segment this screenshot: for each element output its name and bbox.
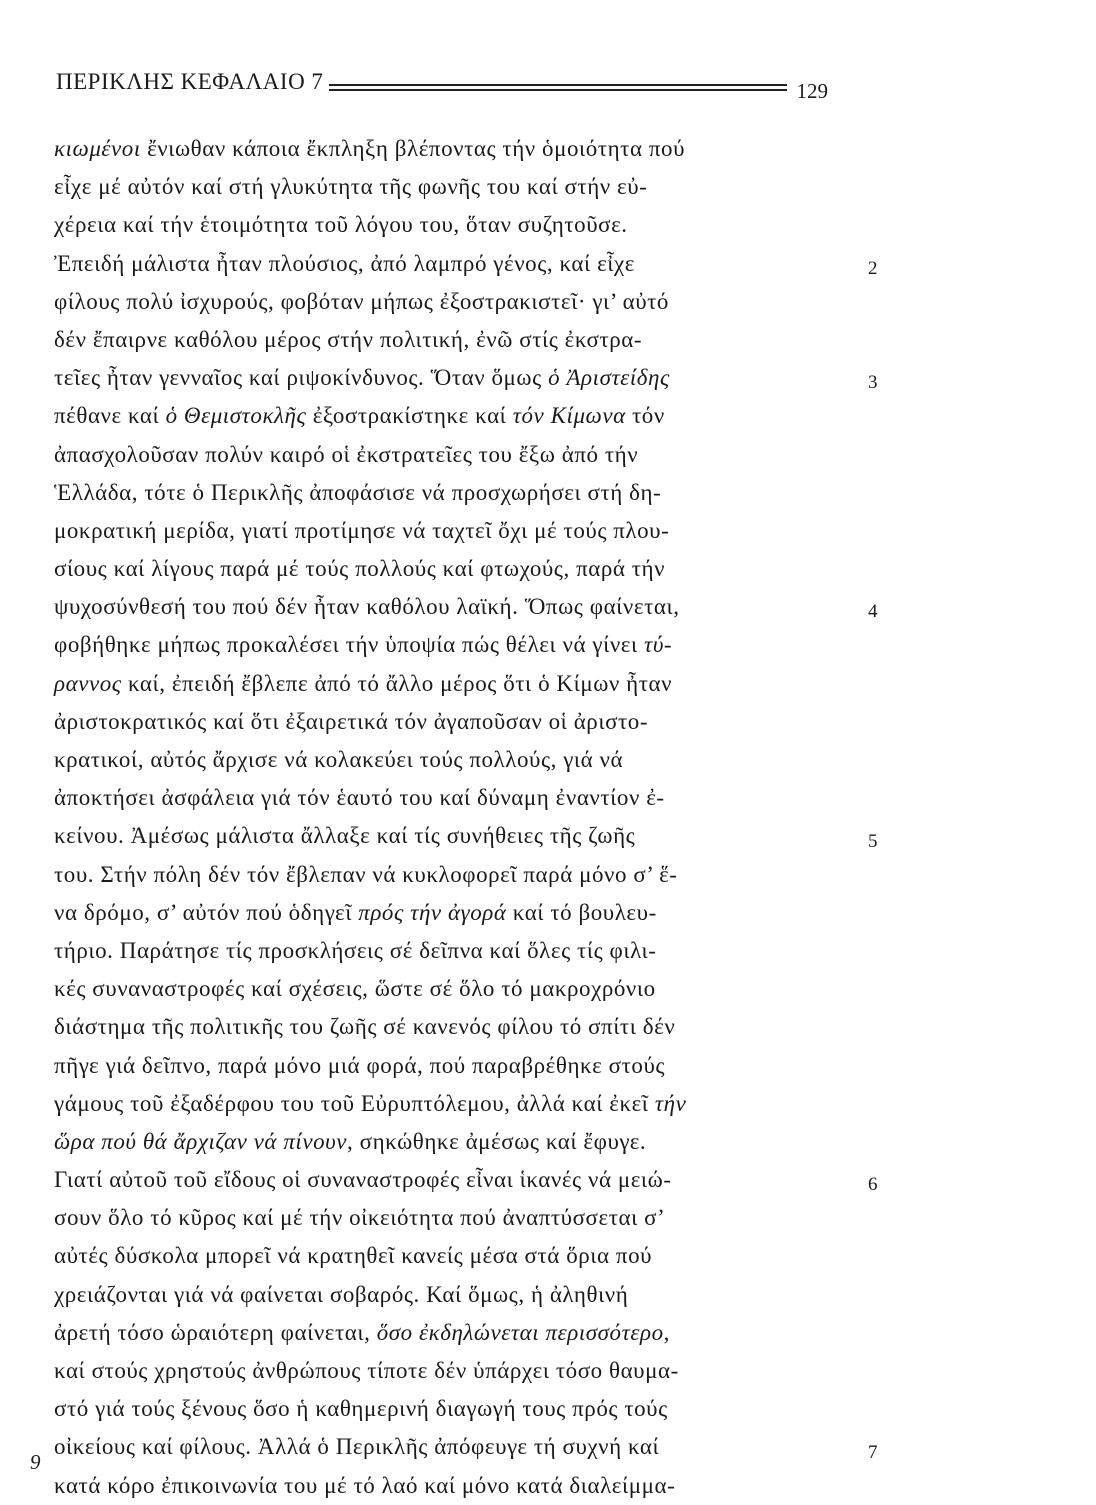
text-segment: διάστημα τῆς πολιτικῆς του ζωῆς σέ κανενός φίλου τό σπίτι δέν [54, 1014, 676, 1040]
text-line [54, 779, 844, 817]
text-line [54, 321, 844, 359]
text-segment: ἔνιωθαν κάποια ἔκπληξη βλέποντας τήν ὁμοιότητα πού [140, 136, 686, 161]
section-number: 6 [868, 1174, 878, 1196]
text-line [54, 512, 844, 550]
text-line [54, 206, 844, 244]
text-line [54, 932, 844, 970]
italic-text: τήν [654, 1090, 687, 1116]
text-segment: μοκρατική μερίδα, γιατί προτίμησε νά ταχτεῖ ὄχι μέ τούς πλου- [54, 517, 670, 543]
text-line [54, 894, 844, 932]
text-segment: γάμους τοῦ ἐξαδέρφου του τοῦ Εὐρυπτόλεμου, ἀλλά καί ἐκεῖ [54, 1090, 655, 1116]
running-head [56, 66, 828, 102]
italic-text: ὁ Ἀριστείδης [548, 365, 670, 391]
text-line [54, 1390, 844, 1428]
text-line [54, 1428, 844, 1466]
text-segment: φοβήθηκε μήπως προκαλέσει τήν ὑποψία πώς θέλει νά γίνει [54, 632, 645, 658]
text-line [54, 550, 844, 588]
text-segment: τεῖες ἦταν γενναῖος καί ριψοκίνδυνος. Ὅταν ὅμως [54, 365, 549, 391]
text-segment: εἶχε μέ αὐτόν καί στή γλυκύτητα τῆς φωνῆς του καί στήν εὐ- [54, 174, 648, 200]
text-segment: πῆγε γιά δεῖπνο, παρά μόνο μιά φορά, πού παραβρέθηκε στούς [54, 1052, 666, 1078]
text-segment: κατά κόρο ἐπικοινωνία του μέ τό λαό καί μόνο κατά διαλείμμα- [54, 1472, 676, 1498]
text-segment: κρατικοί, αὐτός ἄρχισε νά κολακεύει τούς πολλούς, γιά νά [54, 747, 624, 772]
text-line [54, 588, 844, 626]
section-number: 2 [868, 257, 878, 279]
text-segment: στό γιά τούς ξένους ὅσο ἡ καθημερινή διαγωγή τους πρός τούς [54, 1396, 668, 1422]
text-line [54, 1008, 844, 1046]
text-line [54, 283, 844, 321]
text-segment: πέθανε καί [54, 403, 166, 429]
body-text [54, 130, 844, 1505]
italic-text: ὅσο ἐκδηλώνεται περισσότερο [376, 1319, 664, 1345]
text-segment: ἀριστοκρατικός καί ὅτι ἐξαιρετικά τόν ἀγαποῦσαν οἱ ἀριστο- [54, 708, 649, 734]
text-line [54, 1199, 844, 1237]
text-line [54, 741, 844, 779]
text-segment: ἀπασχολοῦσαν πολύν καιρό οἱ ἐκστρατεῖες του ἔξω ἀπό τήν [54, 441, 639, 467]
section-number: 7 [868, 1441, 878, 1463]
text-line [54, 436, 844, 474]
text-line [54, 130, 844, 168]
text-segment: ἀποκτήσει ἀσφάλεια γιά τόν ἑαυτό του καί δύναμη ἐναντίον ἐ- [54, 785, 665, 811]
text-line [54, 1085, 844, 1123]
text-segment: οἰκείους καί φίλους. Ἀλλά ὁ Περικλῆς ἀπόφευγε τή συχνή καί [54, 1434, 660, 1460]
text-segment: να δρόμο, σ’ αὐτόν πού ὁδηγεῖ [54, 899, 359, 925]
text-segment: καί τό βουλευ- [506, 899, 657, 925]
text-segment: ἐξοστρακίστηκε καί [306, 403, 513, 429]
running-head-rule [329, 84, 786, 91]
text-segment: Ἑλλάδα, τότε ὁ Περικλῆς ἀποφάσισε νά προσχωρήσει στή δη- [54, 479, 662, 505]
text-line [54, 1352, 844, 1390]
text-segment: Γιατί αὐτοῦ τοῦ εἴδους οἱ συναναστροφές εἶναι ἱκανές νά μειώ- [54, 1167, 672, 1193]
text-line [54, 1237, 844, 1275]
italic-text: τύ- [644, 632, 673, 658]
text-line [54, 245, 844, 283]
text-segment: δέν ἔπαιρνε καθόλου μέρος στήν πολιτική, ἐνῶ στίς ἐκστρα- [54, 326, 643, 352]
text-segment: τήριο. Παράτησε τίς προσκλήσεις σέ δεῖπνα καί ὅλες τίς φιλι- [54, 937, 657, 963]
section-number: 3 [868, 372, 878, 394]
text-segment: τόν [625, 403, 665, 429]
text-line [54, 1467, 844, 1505]
italic-text: ὁ Θεμιστοκλῆς [165, 403, 307, 429]
page-number: 129 [796, 79, 828, 103]
text-line [54, 665, 844, 703]
text-segment: ψυχοσύνθεσή του πού δέν ἦταν καθόλου λαϊκή. Ὅπως φαίνεται, [54, 594, 680, 620]
text-segment: Ἐπειδή μάλιστα ἦταν πλούσιος, ἀπό λαμπρό γένος, καί εἶχε [54, 250, 635, 276]
text-line [54, 626, 844, 664]
text-segment: κές συναναστροφές καί σχέσεις, ὥστε σέ ὅλο τό μακροχρόνιο [54, 976, 656, 1002]
italic-text: πρός τήν ἀγορά [358, 899, 507, 925]
section-number: 5 [868, 830, 878, 852]
text-segment: χρειάζονται γιά νά φαίνεται σοβαρός. Καί ὅμως, ἡ ἀληθινή [54, 1281, 629, 1307]
text-segment: φίλους πολύ ἰσχυρούς, φοβόταν μήπως ἐξοστρακιστεῖ· γι’ αὐτό [54, 288, 669, 314]
text-line [54, 168, 844, 206]
signature-mark: 9 [30, 1450, 41, 1474]
text-segment: σουν ὅλο τό κῦρος καί μέ τήν οἰκειότητα πού ἀναπτύσσεται σ’ [54, 1205, 666, 1231]
text-segment: χέρεια καί τήν ἑτοιμότητα τοῦ λόγου του, ὅταν συζητοῦσε. [54, 212, 628, 238]
section-number: 4 [868, 601, 878, 623]
text-segment: ἀρετή τόσο ὡραιότερη φαίνεται, [54, 1319, 377, 1345]
text-segment: του. Στήν πόλη δέν τόν ἔβλεπαν νά κυκλοφορεῖ παρά μόνο σ’ ἕ- [54, 861, 678, 887]
italic-text: ραννος [54, 670, 122, 696]
text-segment: , σηκώθηκε ἀμέσως καί ἔφυγε. [347, 1128, 647, 1154]
italic-text: κιωμένοι [54, 136, 141, 161]
text-segment: κείνου. Ἀμέσως μάλιστα ἄλλαξε καί τίς συνήθειες τῆς ζωῆς [54, 823, 636, 849]
text-line [54, 703, 844, 741]
text-segment: αὐτές δύσκολα μπορεῖ νά κρατηθεῖ κανείς μέσα στά ὅρια πού [54, 1243, 653, 1269]
text-line [54, 817, 844, 855]
text-line [54, 474, 844, 512]
text-line [54, 1314, 844, 1352]
text-line [54, 856, 844, 894]
text-line [54, 1161, 844, 1199]
text-segment: , [663, 1319, 670, 1345]
text-line [54, 1276, 844, 1314]
italic-text: τόν Κίμωνα [512, 403, 626, 429]
text-segment: καί στούς χρηστούς ἀνθρώπους τίποτε δέν ὑπάρχει τόσο θαυμα- [54, 1358, 679, 1383]
text-line [54, 1047, 844, 1085]
text-line [54, 397, 844, 435]
text-line [54, 1123, 844, 1161]
text-segment: σίους καί λίγους παρά μέ τούς πολλούς καί φτωχούς, παρά τήν [54, 556, 666, 582]
italic-text: ὥρα πού θά ἄρχιζαν νά πίνουν [54, 1128, 348, 1154]
text-segment: καί, ἐπειδή ἔβλεπε ἀπό τό ἄλλο μέρος ὅτι ὁ Κίμων ἦταν [121, 670, 673, 696]
text-line [54, 970, 844, 1008]
running-head-title: ΠΕΡΙΚΛΗΣ ΚΕΦΑΛΑΙΟ 7 [56, 69, 324, 94]
text-line [54, 359, 844, 397]
